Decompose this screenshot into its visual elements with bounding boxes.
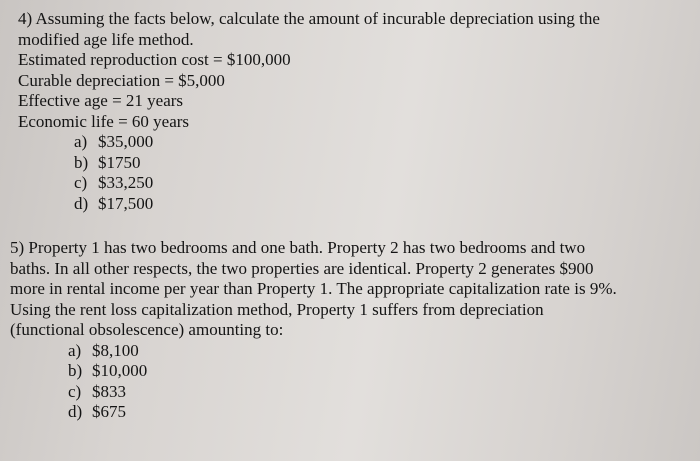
option-a	[68, 341, 694, 362]
question-5-line: (functional obsolescence) amounting to:	[10, 320, 284, 339]
question-4-options	[74, 132, 688, 214]
option-letter: b)	[74, 152, 89, 172]
option-value: $8,100	[92, 340, 139, 360]
question-5-options	[68, 341, 694, 423]
question-4	[18, 9, 688, 214]
option-letter: a)	[68, 340, 82, 360]
option-value: $1750	[98, 152, 141, 172]
question-5-line: baths. In all other respects, the two properties are identical. Property 2 generates $900	[10, 258, 594, 278]
option-d	[74, 194, 688, 215]
option-value: $833	[92, 381, 126, 401]
option-b	[74, 153, 688, 174]
option-letter: a)	[74, 132, 88, 151]
option-letter: c)	[74, 173, 88, 192]
option-value: $10,000	[92, 361, 148, 380]
option-b	[68, 361, 694, 382]
question-4-line: Effective age = 21 years	[18, 91, 184, 110]
question-4-line: Economic life = 60 years	[18, 111, 190, 131]
question-5	[10, 238, 694, 423]
option-a	[74, 132, 688, 153]
option-d	[68, 402, 694, 423]
option-letter: b)	[68, 361, 83, 380]
option-letter: d)	[68, 402, 83, 421]
question-4-line: modified age life method.	[18, 29, 194, 49]
option-c	[68, 382, 694, 403]
option-value: $35,000	[98, 132, 154, 151]
question-4-line: Curable depreciation = $5,000	[18, 70, 225, 90]
question-5-line: more in rental income per year than Property 1. The appropriate capitalization rate is 9%.	[10, 279, 617, 298]
question-4-line: 4) Assuming the facts below, calculate the amount of incurable depreciation using the	[18, 9, 600, 28]
option-letter: d)	[74, 193, 89, 213]
option-value: $675	[92, 402, 126, 421]
option-letter: c)	[68, 381, 82, 401]
question-5-line: Using the rent loss capitalization method, Property 1 suffers from depreciation	[10, 299, 544, 319]
question-4-line: Estimated reproduction cost = $100,000	[18, 50, 291, 69]
question-5-line: 5) Property 1 has two bedrooms and one bath. Property 2 has two bedrooms and two	[10, 238, 586, 257]
option-value: $17,500	[98, 193, 154, 213]
option-c	[74, 173, 688, 194]
option-value: $33,250	[98, 173, 154, 192]
